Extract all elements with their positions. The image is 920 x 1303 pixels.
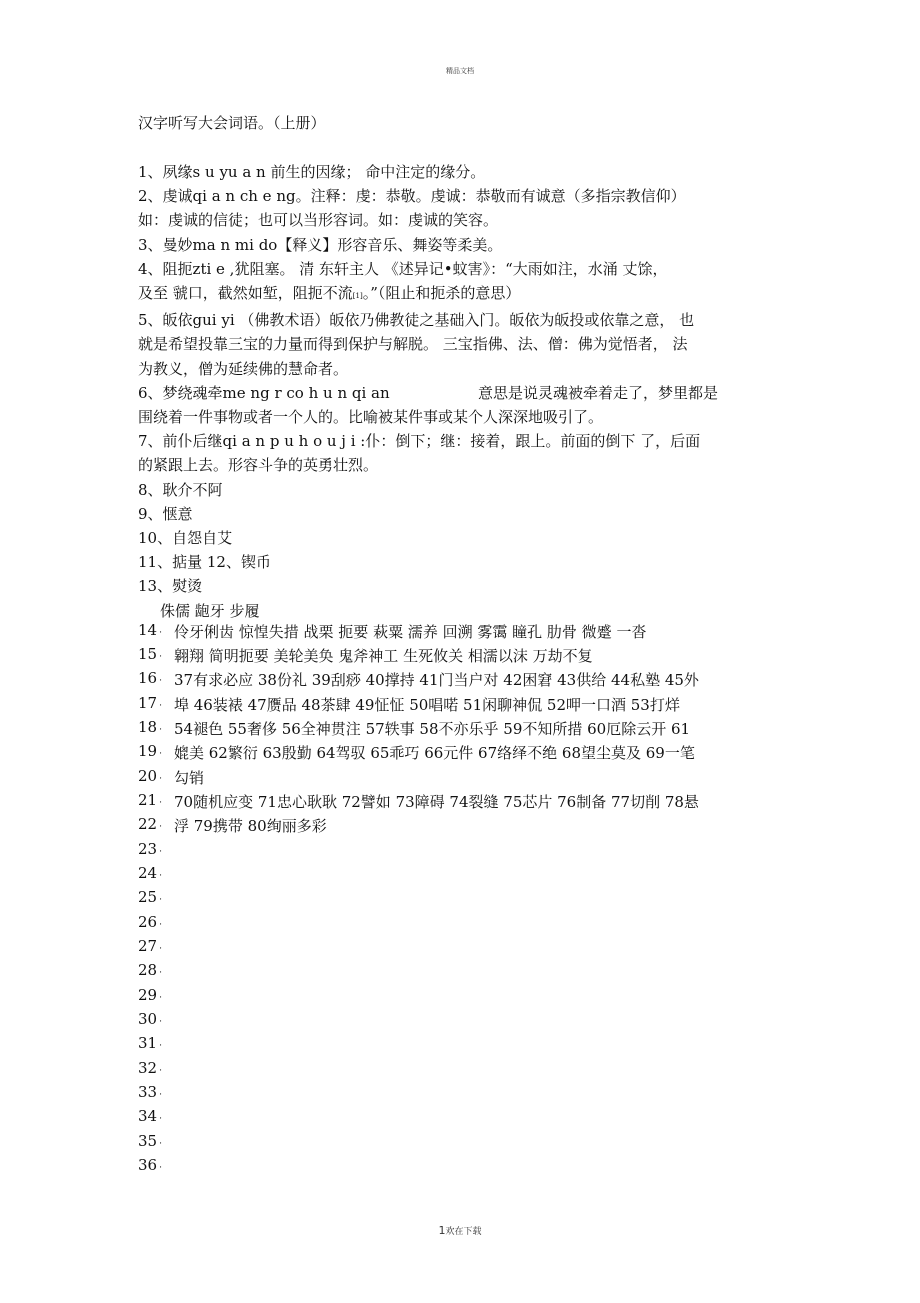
footer <box>0 1224 920 1237</box>
line-number: 26 · <box>138 913 162 931</box>
entry-1: 1、夙缘s u yu a n 前生的因缘； 命中注定的缘分。 <box>138 163 486 181</box>
word-line: 伶牙俐齿 惊惶失措 战栗 扼要 萩粟 濡养 回溯 雾霭 瞳孔 肋骨 微蹙 一沓 <box>174 623 647 641</box>
entry-8: 8、耿介不阿 <box>138 480 223 499</box>
entry-7: 7、前仆后继qi a n p u h o u j i :仆：倒下；继：接着，跟上。前面的倒下 了，后面 <box>138 432 701 451</box>
entry-3: 3、曼妙ma n mi do【释义】形容音乐、舞姿等柔美。 <box>138 235 503 254</box>
line-number: 34 · <box>138 1107 162 1125</box>
entry-4-cont <box>138 281 778 308</box>
entry-2: 2、虔诚qi a n ch e ng。注释：虔：恭敬。虔诚：恭敬而有诚意（多指宗教信仰） <box>138 187 686 206</box>
line-number: 32 · <box>138 1059 162 1077</box>
line-number: 17 · <box>138 694 162 712</box>
line-number: 19 · <box>138 742 162 760</box>
entry-6-text: 意思是说灵魂被牵着走了，梦里都是 <box>478 383 719 402</box>
page-title: 汉字听写大会词语。（上册） <box>138 114 326 132</box>
entry-4-tail: 。”（阻止和扼杀的意思） <box>362 284 521 303</box>
line-number: 25 · <box>138 888 162 906</box>
line-number: 16 · <box>138 669 162 687</box>
entry-6-head: 6、梦绕魂牵me ng r co h u n qi an <box>138 383 390 402</box>
page-number: 1 <box>438 1224 446 1237</box>
entry-5-cont-2: 为教义，僧为延续佛的慧命者。 <box>138 359 349 378</box>
line-number: 14 · <box>138 621 162 639</box>
line-number: 30 · <box>138 1010 162 1028</box>
line-number: 31 · <box>138 1034 162 1052</box>
word-line: 54褪色 55奢侈 56全神贯注 57轶事 58不亦乐乎 59不知所措 60厄除云开 61 <box>174 720 691 738</box>
entry-11-12: 11、掂量 12、锲币 <box>138 553 271 572</box>
entry-5: 5、皈依gui yi （佛教术语）皈依乃佛教徒之基础入门。皈依为皈投或依靠之意， 也 <box>138 311 695 330</box>
line-number: 35 · <box>138 1132 162 1150</box>
entry-4: 4、阻扼zti e ,犹阻塞。 清 东轩主人 《述异记•蚊害》：“大雨如注，水涌 丈馀， <box>138 259 668 278</box>
line-number: 29 · <box>138 986 162 1004</box>
entry-4-text: 及至 虢口，截然如堑，阻扼不流 <box>138 284 353 303</box>
word-line: 浮 79携带 80绚丽多彩 <box>174 817 327 835</box>
entry-9: 9、惬意 <box>138 504 193 523</box>
entry-2-cont: 如：虔诚的信徒；也可以当形容词。如：虔诚的笑容。 <box>138 211 499 230</box>
line-number: 33 · <box>138 1083 162 1101</box>
line-number: 28 · <box>138 961 162 979</box>
entry-7-cont: 的紧跟上去。形容斗争的英勇壮烈。 <box>138 456 379 475</box>
line-number: 15 · <box>138 645 162 663</box>
entry-10: 10、自怨自艾 <box>138 529 233 548</box>
line-number: 24 · <box>138 864 162 882</box>
word-line: 勾销 <box>174 769 205 787</box>
line-number: 20 · <box>138 767 162 785</box>
line-number: 27 · <box>138 937 162 955</box>
entry-13: 13、熨烫 <box>138 577 203 596</box>
header-note: 精品文档 <box>446 67 474 75</box>
entry-5-cont: 就是希望投靠三宝的力量而得到保护与解脱。 三宝指佛、法、僧：佛为觉悟者， 法 <box>138 335 688 354</box>
line-number: 22 · <box>138 815 162 833</box>
word-line: 37有求必应 38份礼 39刮痧 40撑持 41门当户对 42困窘 43供给 44私塾 45外 <box>174 671 699 689</box>
footnote-ref: [1] <box>352 292 363 301</box>
entry-6-cont: 围绕着一件事物或者一个人的。比喻被某件事或某个人深深地吸引了。 <box>138 408 604 427</box>
indent-line: 侏儒 龅牙 步履 <box>160 601 260 620</box>
entry-list <box>138 160 778 623</box>
line-number: 23 · <box>138 840 162 858</box>
word-line: 翱翔 简明扼要 美轮美奂 鬼斧神工 生死攸关 相濡以沫 万劫不复 <box>174 647 593 665</box>
line-number: 18 · <box>138 718 162 736</box>
footer-note: 欢在下载 <box>445 1227 482 1237</box>
word-line: 埠 46装裱 47赝品 48茶肆 49怔怔 50唱喏 51闲聊神侃 52呷一口酒 53打烊 <box>174 696 680 714</box>
word-line: 70随机应变 71忠心耿耿 72譬如 73障碍 74裂缝 75芯片 76制备 77切削 78悬 <box>174 793 699 811</box>
word-line: 媲美 62繁衍 63殷勤 64驾驭 65乖巧 66元件 67络绎不绝 68望尘莫及 69一笔 <box>174 744 695 762</box>
line-number: 36 · <box>138 1156 162 1174</box>
line-number: 21 · <box>138 791 162 809</box>
entry-6 <box>138 381 778 405</box>
